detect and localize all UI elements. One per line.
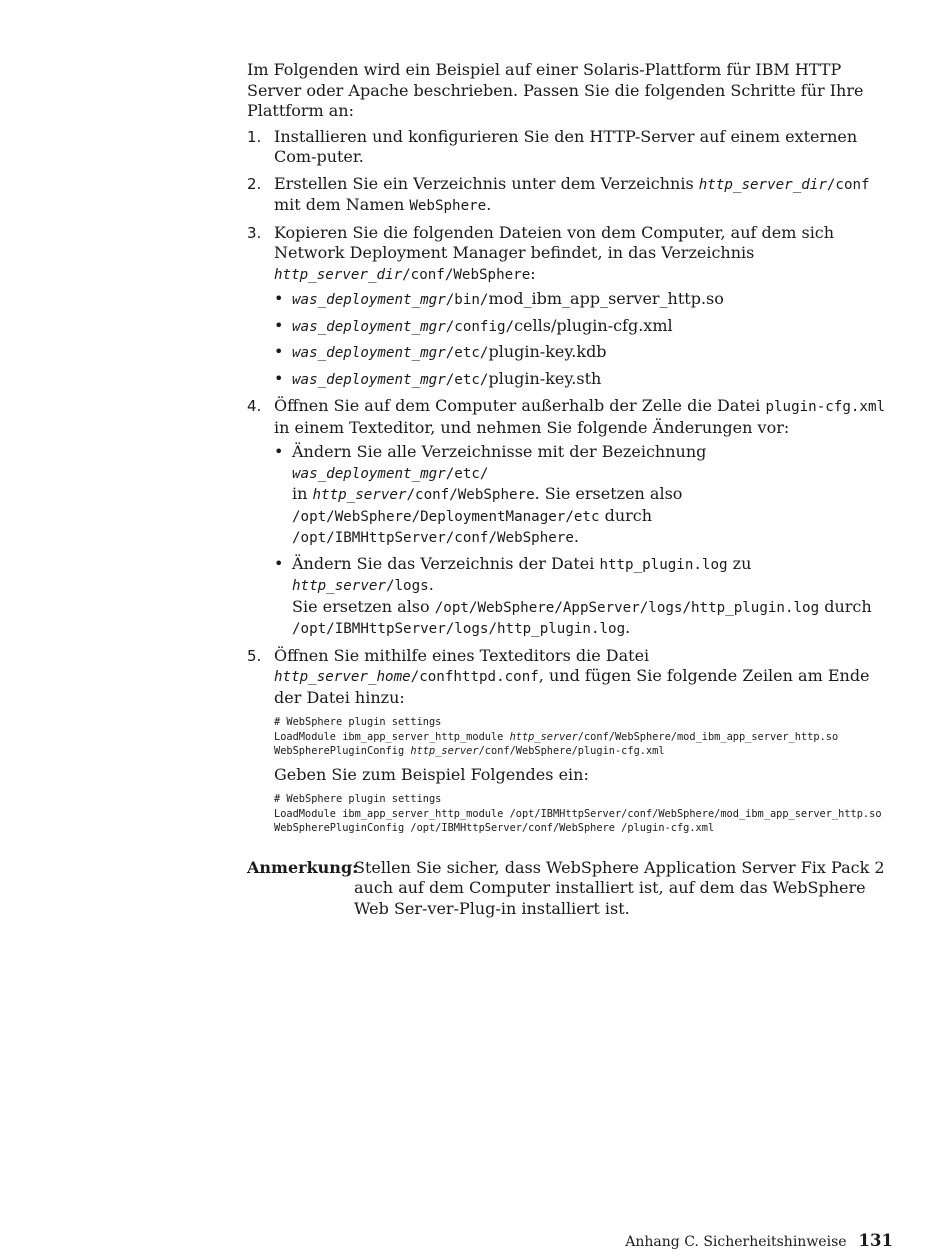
code-line: WebSpherePluginConfig [274,745,411,757]
path-literal: /etc/ [445,371,489,388]
steps-list [247,127,895,836]
file-name: plugin-key.kdb [488,342,607,361]
change-text: . Sie ersetzen also [534,484,683,503]
path-variable: was_deployment_mgr [292,371,446,388]
intro-paragraph: Im Folgenden wird ein Beispiel auf einer Solaris-Plattform für IBM HTTP Server oder Apache beschrieben. Passen Sie die folgenden Schritte für Ihre Plattform an: [247,60,864,120]
bullet-icon: • [274,315,284,335]
path-variable: was_deployment_mgr [292,465,446,482]
step-1 [247,127,895,168]
file-name: plugin-cfg.xml [765,399,886,415]
step-2 [247,174,895,217]
note-label: Anmerkung: [247,857,359,877]
path-variable: http_server_dir [698,176,827,193]
code-block-template [274,715,895,759]
step-number: 3. [247,223,262,242]
step-3 [247,223,895,391]
path-variable: http_server [312,487,407,503]
step-text: Kopieren Sie die folgenden Dateien von dem Computer, auf dem sich Network Deployment Manager befindet, in das Verzeichnis [274,222,835,262]
bullet-icon: • [274,342,284,361]
change-text: durch [599,505,653,525]
step-number: 2. [247,174,262,193]
bullet-icon: • [274,442,284,461]
path-literal: /etc/ [445,345,489,361]
step-text: Öffnen Sie auf dem Computer außerhalb der Zelle die Datei [274,396,766,415]
code-line: # WebSphere plugin settings [274,793,442,805]
path-literal: /config/ [445,318,515,335]
step-5 [247,646,895,836]
change-text: Ändern Sie alle Verzeichnisse mit der Bezeichnung [292,442,707,461]
change-item [274,554,895,640]
file-item [274,316,895,338]
change-text: . [428,575,434,594]
file-item [274,342,895,364]
change-text: . [625,618,631,637]
path-literal: /etc/ [445,465,489,482]
path-literal: /opt/IBMHttpServer/conf/WebSphere [292,530,574,546]
file-item [274,289,895,311]
bullet-icon: • [274,289,284,308]
step-text: : [530,263,536,283]
bullet-icon: • [274,553,284,573]
note-block [247,858,895,920]
file-name: plugin-key.sth [488,368,602,388]
path-literal: /conf [826,176,870,193]
step-text: mit dem Namen [274,195,410,214]
code-variable: http_server [410,745,479,757]
code-line: # WebSphere plugin settings [274,716,442,728]
change-text: in [292,484,313,503]
code-block-example [274,792,895,836]
step-number: 4. [247,397,262,415]
change-text: Sie ersetzen also [292,596,435,616]
code-line: LoadModule ibm_app_server_http_module /opt/IBMHttpServer/conf/WebSphere/mod_ibm_app_server_http.so [274,807,882,820]
step-text: , und fügen Sie folgende Zeilen am Ende der Datei hinzu: [274,666,870,707]
footer-section-title: Anhang C. Sicherheitshinweise [625,1234,847,1250]
step-number: 1. [247,127,262,146]
example-intro: Geben Sie zum Beispiel Folgendes ein: [274,764,589,784]
change-list [274,442,895,640]
code-variable: http_server [509,730,578,743]
path-variable: was_deployment_mgr [292,345,446,361]
path-literal: /opt/WebSphere/AppServer/logs/http_plugin.log [434,599,820,616]
directory-name: WebSphere [409,198,487,214]
page-footer [625,1231,893,1250]
file-name: http_plugin.log [599,556,728,573]
path-variable: was_deployment_mgr [292,318,446,335]
change-item [274,442,895,549]
file-name: mod_ibm_app_server_http.so [488,289,724,308]
path-literal: /bin/ [445,292,489,308]
step-text: . [486,195,492,214]
step-4 [247,396,895,640]
file-list [274,289,895,390]
code-line: /conf/WebSphere/plugin-cfg.xml [478,745,665,757]
change-text: Ändern Sie das Verzeichnis der Datei [292,553,600,573]
path-literal: /confhttpd.conf [410,669,539,685]
page-number: 131 [858,1231,893,1250]
path-variable: http_server_home [274,669,411,685]
step-text: Installieren und konfigurieren Sie den HTTP-Server auf einem externen Com-puter. [274,126,858,166]
path-literal: /conf/WebSphere [402,266,531,283]
step-text: Erstellen Sie ein Verzeichnis unter dem Verzeichnis [274,173,699,193]
code-line: /conf/WebSphere/mod_ibm_app_server_http.so [577,730,839,743]
change-text: durch [819,596,872,616]
page-content [247,60,895,919]
path-variable: http_server_dir [274,266,403,283]
path-literal: /conf/WebSphere [406,487,535,503]
path-variable: was_deployment_mgr [292,292,446,308]
change-text: zu [727,553,752,573]
change-text: . [573,527,579,546]
code-line: LoadModule ibm_app_server_http_module [274,730,510,743]
path-literal: /logs [385,578,429,594]
file-name: cells/plugin-cfg.xml [514,315,673,335]
step-text: in einem Texteditor, und nehmen Sie folgende Änderungen vor: [274,417,790,437]
path-literal: /opt/WebSphere/DeploymentManager/etc [292,508,600,525]
step-text: Öffnen Sie mithilfe eines Texteditors die Datei [274,645,650,665]
step-number: 5. [247,646,262,665]
code-line: WebSpherePluginConfig /opt/IBMHttpServer/conf/WebSphere /plugin-cfg.xml [274,822,715,834]
path-literal: /opt/IBMHttpServer/logs/http_plugin.log [292,621,626,637]
path-variable: http_server [292,578,386,594]
file-item [274,369,895,391]
note-text: Stellen Sie sicher, dass WebSphere Application Server Fix Pack 2 auch auf dem Computer installiert ist, auf dem das WebSphere Web Ser-ver-Plug-in installiert ist. [354,857,885,918]
bullet-icon: • [274,368,284,388]
